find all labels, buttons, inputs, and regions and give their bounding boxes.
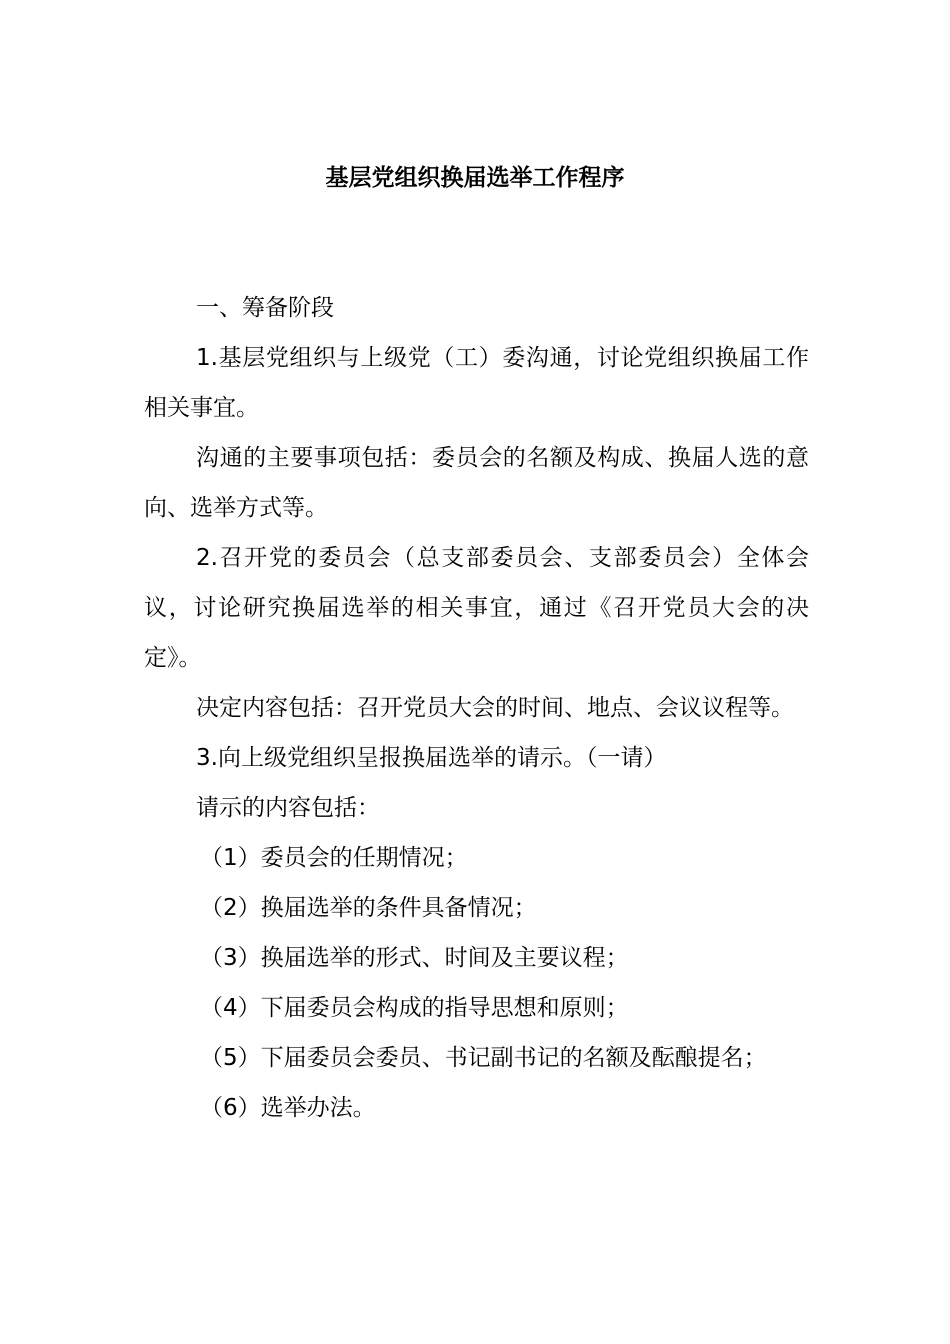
paragraph-request-content: 请示的内容包括：	[196, 795, 380, 821]
list-item: （3）换届选举的形式、时间及主要议程；	[200, 945, 629, 971]
document-title: 基层党组织换届选举工作程序	[325, 165, 625, 191]
section-heading-preparation: 一、筹备阶段	[196, 295, 334, 321]
paragraph-communication-items: 沟通的主要事项包括：委员会的名额及构成、换届人选的意向、选举方式等。	[144, 445, 809, 521]
paragraph-step-3: 3.向上级党组织呈报换届选举的请示。（一请）	[196, 745, 667, 771]
document-body	[144, 283, 809, 1133]
list-item: （4）下届委员会构成的指导思想和原则；	[200, 995, 629, 1021]
list-item: （2）换届选举的条件具备情况；	[200, 895, 537, 921]
list-item: （1）委员会的任期情况；	[200, 845, 468, 871]
paragraph-decision-content: 决定内容包括：召开党员大会的时间、地点、会议议程等。	[196, 695, 794, 721]
paragraph-step-1: 1.基层党组织与上级党（工）委沟通，讨论党组织换届工作相关事宜。	[144, 345, 809, 421]
list-item: （6）选举办法。	[200, 1095, 376, 1121]
paragraph-step-2: 2.召开党的委员会（总支部委员会、支部委员会）全体会议，讨论研究换届选举的相关事宜，通过《召开党员大会的决定》。	[144, 545, 809, 671]
list-item: （5）下届委员会委员、书记副书记的名额及酝酿提名；	[200, 1045, 767, 1071]
